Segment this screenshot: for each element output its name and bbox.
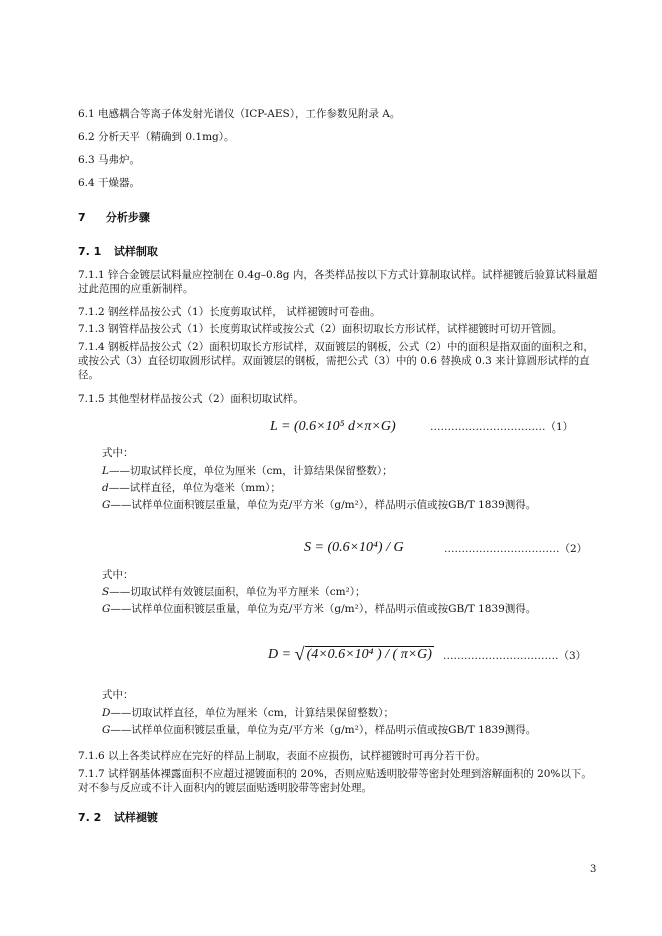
item-6-4: [78, 176, 140, 190]
paragraph-7-1-6: 7.1.6 以上各类试样应在完好的样品上制取，表面不应损伤，试样褪镀时可再分若干份。: [78, 750, 487, 762]
section-number: 7: [78, 211, 86, 224]
leader-dots: ……………………………: [443, 650, 559, 662]
leader-dots: ……………………………: [430, 421, 546, 433]
where-line: [102, 498, 536, 512]
item-text: 电感耦合等离子体发射光谱仪（ICP-AES），工作参数见附录 A。: [98, 108, 401, 120]
definition: ——切取试样长度，单位为厘米（cm，计算结果保留整数）；: [108, 465, 393, 477]
formula-number: （2）: [559, 543, 588, 555]
formula-expression: L = (0.6×10⁵ d×π×G): [270, 419, 396, 434]
paragraph-7-1-7: 7.1.7 试样钢基体裸露面积不应超过褪镀面积的 20%，否则应贴透明胶带等密封处理到溶解面积的 20%以下。对不参与反应或不计入面积内的镀层面贴透明胶带等密封处理。: [78, 768, 592, 795]
where-line: [102, 585, 366, 599]
section-number: 7. 1: [78, 245, 102, 258]
definition: ——切取试样有效镀层面积，单位为平方厘米（cm²）；: [109, 586, 366, 598]
symbol: G: [102, 724, 111, 736]
item-text: 马弗炉。: [98, 154, 141, 166]
section-title: 分析步骤: [105, 211, 150, 224]
formula-1-leader: [430, 420, 573, 434]
symbol: d: [102, 482, 109, 494]
item-text: 分析天平（精确到 0.1mg）。: [98, 131, 235, 143]
formula-expression: (4×0.6×10⁴ ) / ( π×G): [306, 647, 432, 662]
item-6-2: [78, 130, 235, 144]
formula-lhs: D =: [268, 647, 292, 662]
item-6-3: [78, 153, 140, 167]
symbol: G: [102, 499, 111, 511]
item-number: 6.2: [78, 131, 95, 143]
formula-3-leader: [443, 649, 586, 663]
item-number: 6.3: [78, 154, 95, 166]
definition: ——试样直径，单位为毫米（mm）；: [108, 482, 281, 494]
paragraph-7-1-3: 7.1.3 钢管样品按公式（1）长度剪取试样或按公式（2）面积切取长方形试样，试样褪镀时可切开管圆。: [78, 323, 563, 335]
where-heading: 式中：: [102, 447, 134, 459]
where-heading: 式中：: [102, 569, 134, 581]
radical-sign: √: [294, 644, 305, 664]
definition: ——切取试样直径，单位为厘米（cm，计算结果保留整数）；: [110, 707, 395, 719]
section-7-1-heading: [78, 245, 158, 260]
formula-number: （1）: [545, 421, 574, 433]
formula-expression: S = (0.6×10⁴) / G: [304, 540, 404, 555]
item-number: 6.4: [78, 177, 95, 189]
symbol: S: [102, 586, 110, 598]
where-heading: 式中：: [102, 689, 134, 701]
where-line: [102, 602, 536, 616]
symbol: G: [102, 603, 111, 615]
section-title: 试样制取: [113, 245, 158, 258]
paragraph-7-1-5: 7.1.5 其他型材样品按公式（2）面积切取试样。: [78, 393, 304, 405]
leader-dots: ……………………………: [444, 543, 560, 555]
page-number: 3: [590, 864, 597, 875]
paragraph-7-1-4: 7.1.4 钢板样品按公式（2）面积切取长方形试样，双面镀层的钢板，公式（2）中的面积是指双面的面积之和，或按公式（3）直径切取圆形试样。双面镀层的钢板，需把公式（3）中的 0.6 替换成 0.3 来计算圆形试样的直径。: [78, 341, 594, 382]
section-7-2-heading: [78, 811, 158, 826]
where-line: [102, 481, 281, 495]
item-6-1: [78, 107, 400, 121]
formula-2: [304, 539, 404, 558]
section-title: 试样褪镀: [113, 811, 158, 824]
where-line: [102, 706, 394, 720]
item-text: 干燥器。: [98, 177, 141, 189]
symbol: D: [102, 707, 111, 719]
definition: ——试样单位面积镀层重量，单位为克/平方米（g/m²），样品明示值或按GB/T 1839测得。: [110, 499, 537, 511]
section-7-heading: [78, 211, 150, 226]
item-number: 6.1: [78, 108, 95, 120]
section-number: 7. 2: [78, 811, 102, 824]
formula-number: （3）: [558, 650, 587, 662]
square-root: [295, 646, 434, 665]
where-line: [102, 723, 536, 737]
formula-3: [268, 646, 434, 665]
formula-1: [270, 418, 396, 437]
paragraph-7-1-1: 7.1.1 锌合金镀层试料量应控制在 0.4g–0.8g 内，各类样品按以下方式计算制取试样。试样褪镀后验算试料量超过此范围的应重新制样。: [78, 269, 598, 296]
definition: ——试样单位面积镀层重量，单位为克/平方米（g/m²），样品明示值或按GB/T 1839测得。: [110, 603, 537, 615]
definition: ——试样单位面积镀层重量，单位为克/平方米（g/m²），样品明示值或按GB/T 1839测得。: [110, 724, 537, 736]
where-line: [102, 464, 393, 478]
paragraph-7-1-2: 7.1.2 钢丝样品按公式（1）长度剪取试样， 试样褪镀时可卷曲。: [78, 306, 381, 318]
symbol: L: [102, 465, 109, 477]
formula-2-leader: [444, 542, 587, 556]
